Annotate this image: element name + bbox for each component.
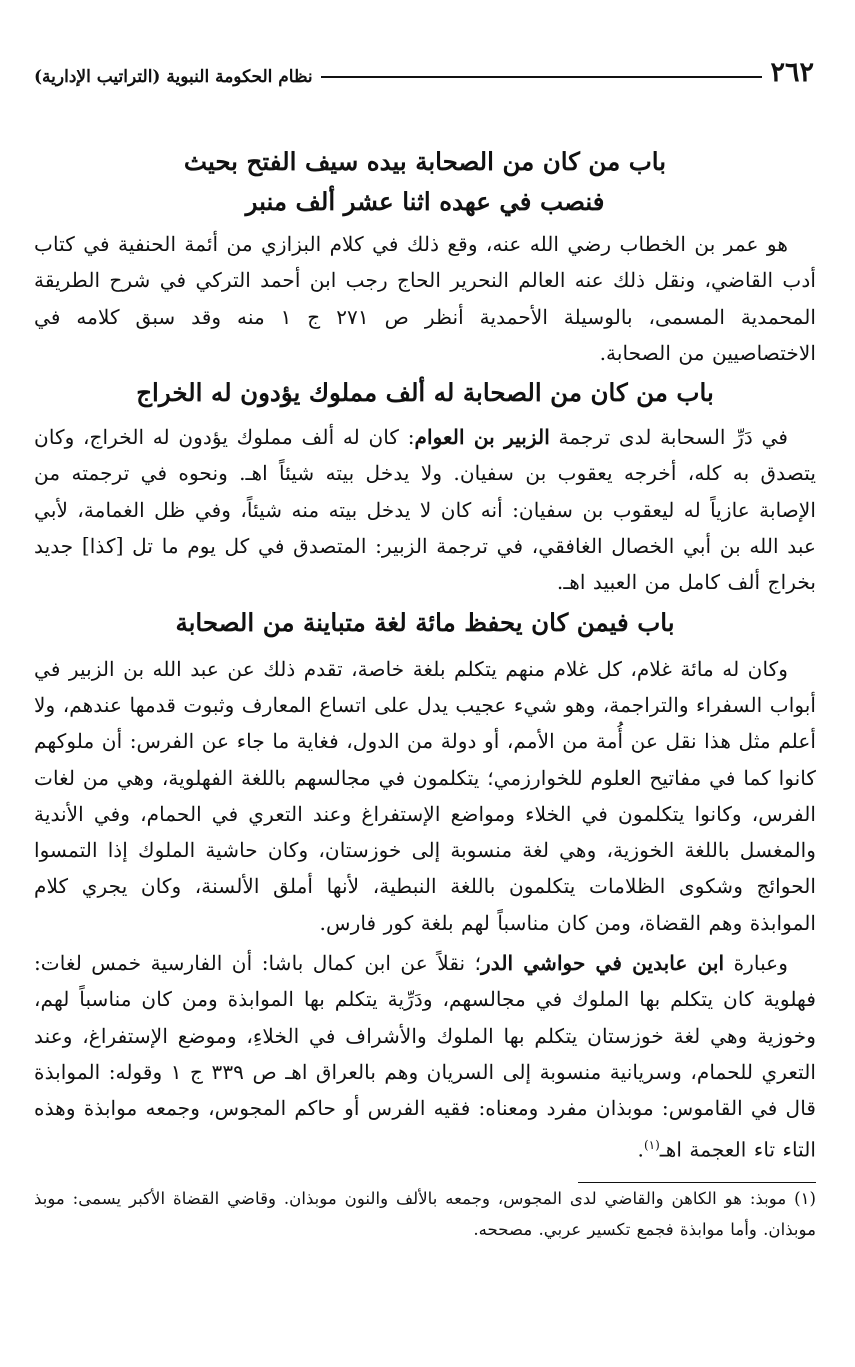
section-heading: باب فيمن كان يحفظ مائة لغة متباينة من الصحابة xyxy=(175,607,675,637)
paragraph-text: وعبارة xyxy=(733,951,788,976)
paragraph-text: : كان له ألف مملوك يؤدون له الخراج، وكان يتصدق به كله، أخرجه يعقوب بن سفيان. ولا يدخل بيته شيئاً اهـ. ونحوه في ترجمته من الإصابة عازياً له ليعقوب بن سفيان: أنه كان لا يدخل بيته منه شيئاً، وفي ظل الغمامة، لأبي عبد الله بن أبي الخصال الغافقي، في ترجمة الزبير: المتصدق في كل يوم ما تل [كذا] جديد بخراج ألف كامل من العبيد اهـ. xyxy=(34,425,816,595)
footnote-area xyxy=(34,1183,816,1245)
body-paragraph: هو عمر بن الخطاب رضي الله عنه، وقع ذلك في كلام البزازي من أئمة الحنفية في كتاب أدب القاضي، ونقل ذلك عنه العالم النحرير الحاج رجب ابن أحمد التركي في شرح الطريقة المحمدية المسمى، بالوسيلة الأحمدية أنظر ص ٢٧١ ج ١ منه وقد سبق كلامه في الاختصاصيين من الصحابة. xyxy=(34,232,816,365)
paragraph-text: ؛ نقلاً عن ابن كمال باشا: أن الفارسية خمس لغات: فهلوية كان يتكلم بها الملوك في مجالسهم، ودَرِّية يتكلم بها الموابذة ومن كان مناسباً لهم، وخوزية وهي لغة خوزستان يتكلم بها الملوك والأشراف في الخلاءِ، وموضع الإستفراغ، وعند التعري للحمام، وسريانية منسوبة إلى السريان وهم بالعراق اهـ ص ٣٣٩ ج ١ وقوله: الموابذة قال في القاموس: موبذان مفرد ومعناه: فقيه الفرس أو حاكم المجوس، وجمعه موابذة وهذه التاء تاء العجمة اهـ xyxy=(34,951,817,1162)
book-page xyxy=(34,40,816,1340)
section-hundred-languages xyxy=(34,603,816,1168)
header-rule xyxy=(321,75,763,78)
section-heading-line2: فنصب في عهده اثنا عشر ألف منبر xyxy=(245,187,605,216)
bold-name: ابن عابدين في حواشي الدر xyxy=(481,951,725,976)
body-paragraph: وعبارة ابن عابدين في حواشي الدر؛ نقلاً عن ابن كمال باشا: أن الفارسية خمس لغات: فهلوية كان يتكلم بها الملوك في مجالسهم، ودَرِّية يتكلم بها الموابذة ومن كان مناسباً لهم، وخوزية وهي لغة خوزستان يتكلم بها الملوك والأشراف في الخلاءِ، وموضع الإستفراغ، وعند التعري للحمام، وسريانية منسوبة إلى السريان وهم بالعراق اهـ ص ٣٣٩ ج ١ وقوله: الموابذة قال في القاموس: موبذان مفرد ومعناه: فقيه الفرس أو حاكم المجوس، وجمعه موابذة وهذه التاء تاء العجمة اهـ$^{(١)}$. xyxy=(34,951,817,1162)
section-thousand-slaves xyxy=(34,373,816,600)
page-number: ٢٦٢ xyxy=(770,57,814,88)
running-title: نظام الحكومة النبوية (التراتيب الإدارية) xyxy=(34,67,313,87)
paragraph-text: في دَرِّ السحابة لدى ترجمة xyxy=(558,425,788,450)
footnote-reference[interactable]: (١) xyxy=(643,1137,660,1152)
bold-name: الزبير بن العوام xyxy=(414,425,550,450)
running-header xyxy=(34,40,816,86)
section-heading: باب من كان من الصحابة بيده سيف الفتح بحيث xyxy=(183,147,667,176)
section-fath-sword xyxy=(34,142,816,371)
body-paragraph xyxy=(34,419,816,600)
footnote-text: (١) موبذ: هو الكاهن والقاضي لدى المجوس، وجمعه بالألف والنون موبذان. وقاضي القضاة الأكبر يسمى: موبذ موبذان. وأما موابذة فجمع تكسير عربي. مصححه. xyxy=(34,1188,816,1239)
body-paragraph: وكان له مائة غلام، كل غلام منهم يتكلم بلغة خاصة، تقدم ذلك عن عبد الله بن الزبير في أبواب السفراء والتراجمة، وهو شيء عجيب يدل على اتساع المعارف وثبوت قدمها عندهم، ولا أعلم مثل هذا نقل عن أُمة من الأمم، أو دولة من الدول، فغاية ما جاء عن الفرس: أن ملوكهم كانوا كما في مفاتيح العلوم للخوارزمي؛ يتكلمون في مجالسهم باللغة الفهلوية، وهي من لغات الفرس، وكانوا يتكلمون في الخلاء ومواضع الإستفراغ وعند التعري في الحمام، وفي الأندية والمغسل باللغة الخوزية، وهي لغة منسوبة إلى خوزستان، وكان حاشية الملوك إذا التمسوا الحوائج وشكوى الظلامات يتكلمون باللغة النبطية، لأنها أملق الألسنة، وكان يجري كلام الموابذة وهم القضاة، ومن كان مناسباً لهم بلغة كور فارس. xyxy=(34,656,816,935)
section-heading: باب من كان من الصحابة له ألف مملوك يؤدون له الخراج xyxy=(136,378,714,408)
